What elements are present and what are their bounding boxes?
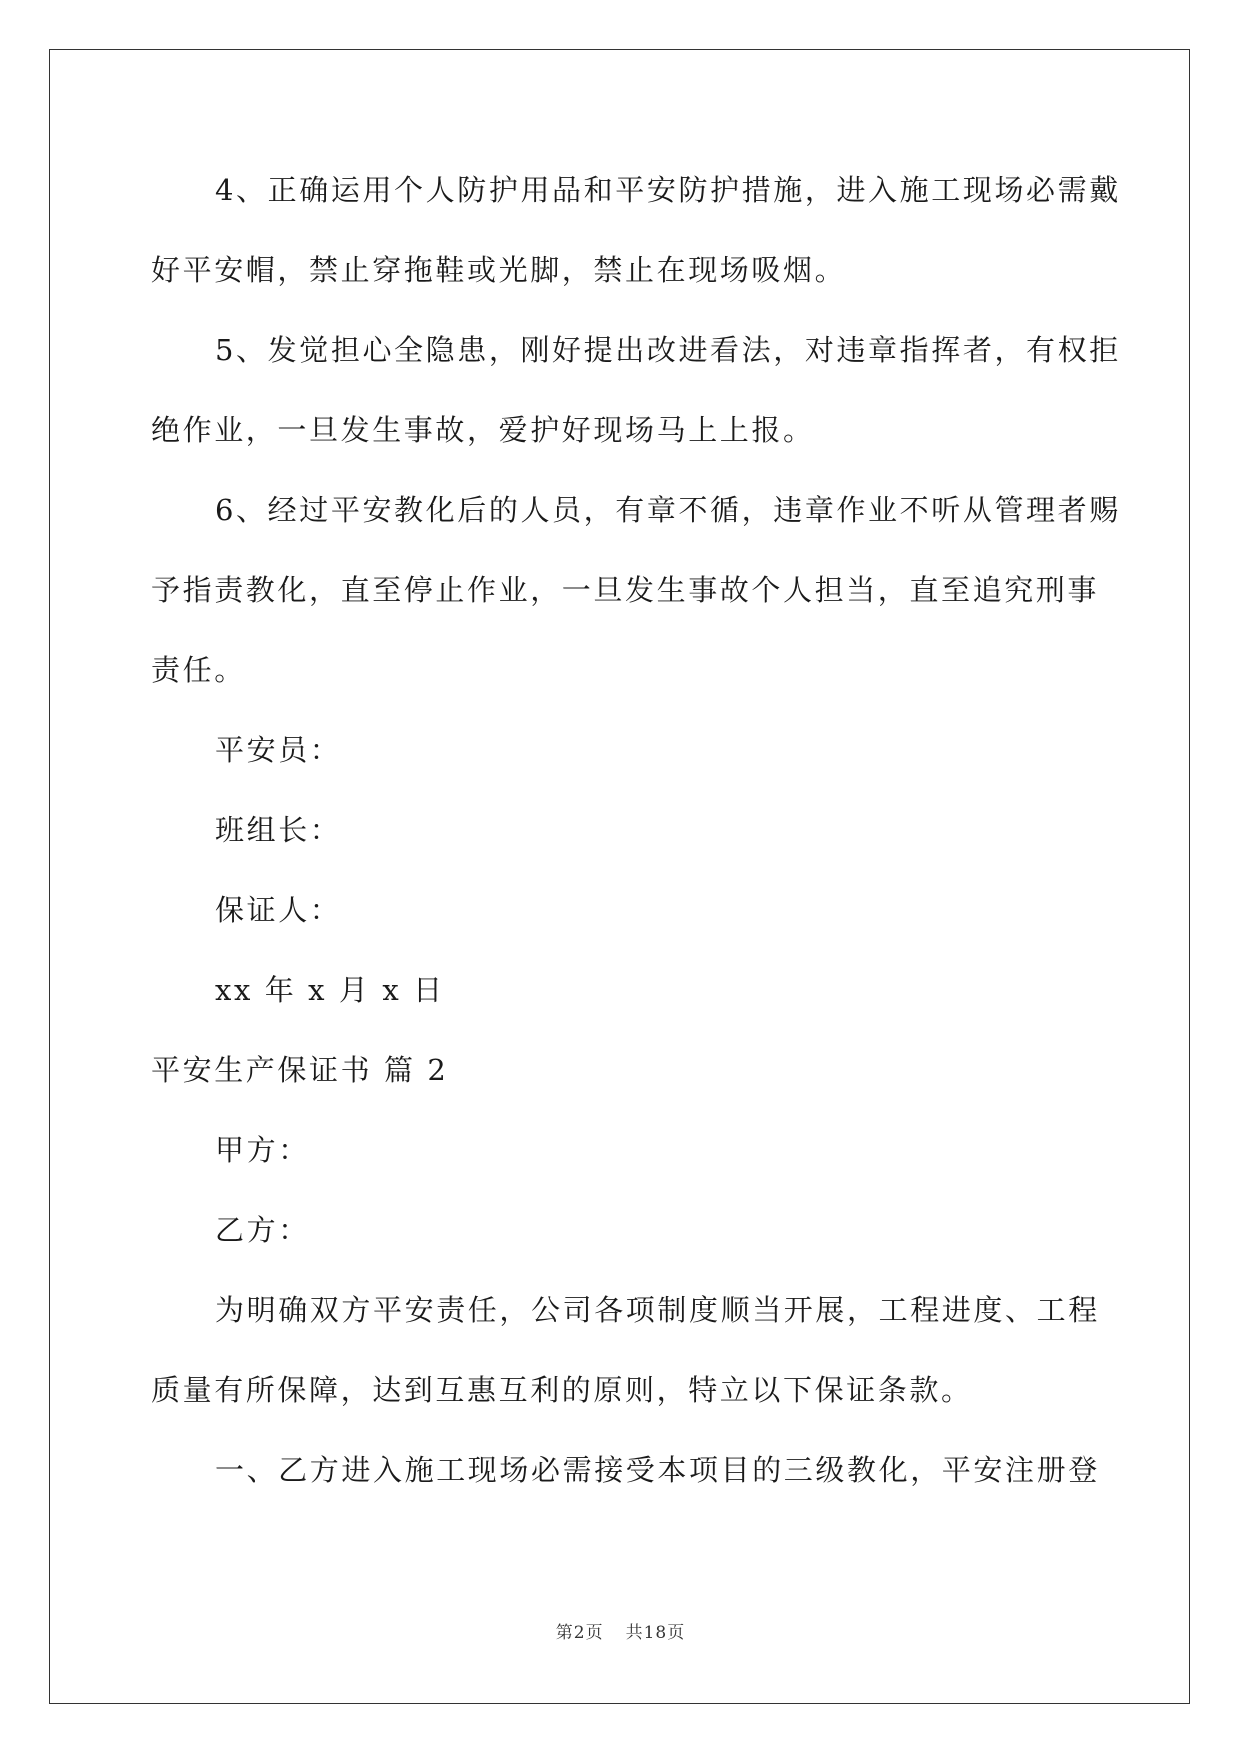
page-number: 第2页: [555, 1623, 604, 1643]
paragraph-4-line-2: 好平安帽，禁止穿拖鞋或光脚，禁止在现场吸烟。: [151, 253, 847, 287]
party-a-label: 甲方：: [215, 1133, 310, 1167]
paragraph-5-line-1: 5、发觉担心全隐患，刚好提出改进看法，对违章指挥者，有权拒: [215, 333, 1121, 367]
intro-paragraph-line-1: 为明确双方平安责任，公司各项制度顺当开展，工程进度、工程: [215, 1293, 1100, 1327]
party-b-label: 乙方：: [215, 1213, 310, 1247]
clause-1-line-1: 一、乙方进入施工现场必需接受本项目的三级教化，平安注册登: [215, 1453, 1100, 1487]
paragraph-4-line-1: 4、正确运用个人防护用品和平安防护措施，进入施工现场必需戴: [215, 173, 1121, 207]
intro-paragraph-line-2: 质量有所保障，达到互惠互利的原则，特立以下保证条款。: [151, 1373, 973, 1407]
safety-officer-label: 平安员：: [215, 733, 342, 767]
paragraph-6-line-2: 予指责教化，直至停止作业，一旦发生事故个人担当，直至追究刑事: [151, 573, 1100, 607]
paragraph-6-line-3: 责任。: [151, 653, 246, 687]
page-footer: [0, 1621, 1241, 1645]
paragraph-5-line-2: 绝作业，一旦发生事故，爱护好现场马上上报。: [151, 413, 815, 447]
team-leader-label: 班组长：: [215, 813, 342, 847]
section-heading: 平安生产保证书 篇 2: [151, 1053, 449, 1087]
guarantor-label: 保证人：: [215, 893, 342, 927]
date-line: xx 年 x 月 x 日: [215, 973, 445, 1007]
page-total: 共18页: [625, 1623, 686, 1643]
paragraph-6-line-1: 6、经过平安教化后的人员，有章不循，违章作业不听从管理者赐: [215, 493, 1121, 527]
